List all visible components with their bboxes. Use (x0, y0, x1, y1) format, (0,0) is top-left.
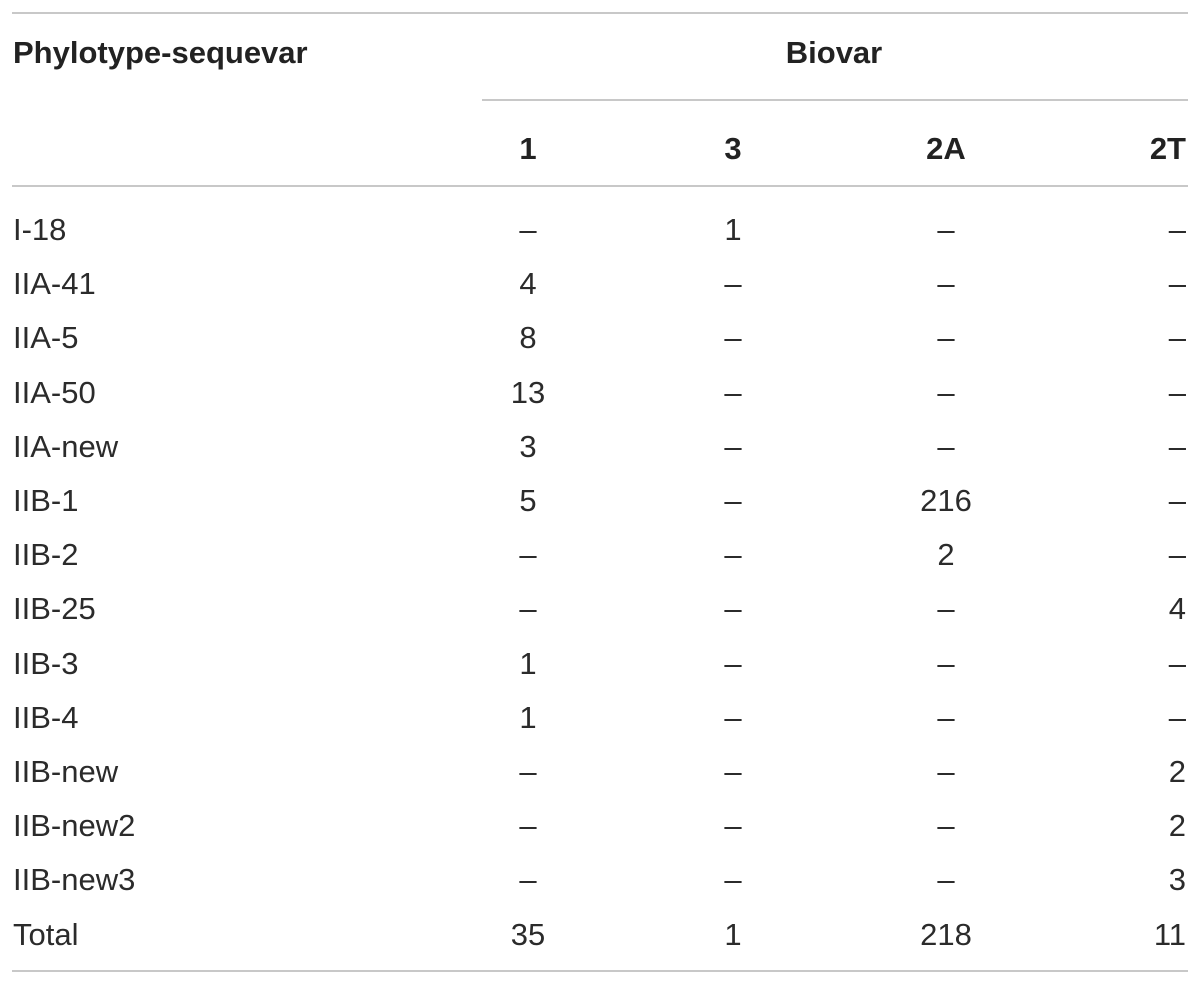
table-cell: 1 (724, 212, 742, 247)
table-cell: – (1168, 375, 1186, 410)
row-label: IIB-4 (13, 700, 79, 735)
table-cell: 1 (519, 700, 537, 735)
table-cell: – (937, 862, 955, 897)
table-cell: – (724, 375, 742, 410)
table-cell: – (937, 266, 955, 301)
table-cell: – (1168, 537, 1186, 572)
table-cell: – (937, 700, 955, 735)
table-cell: 218 (920, 917, 972, 952)
table-cell: 1 (724, 917, 742, 952)
row-label: IIA-41 (13, 266, 96, 301)
table-cell: 2 (937, 537, 955, 572)
row-header-label: Phylotype-sequevar (13, 35, 308, 70)
table-cell: 13 (510, 375, 546, 410)
table-bottom-rule (12, 970, 1188, 972)
table-cell: – (1168, 266, 1186, 301)
column-header-3: 3 (724, 131, 742, 166)
table-cell: 3 (519, 429, 537, 464)
table-cell: – (724, 266, 742, 301)
table-cell: – (724, 320, 742, 355)
table-cell: 5 (519, 483, 537, 518)
biovar-group-rule (482, 99, 1188, 101)
table-cell: – (1168, 212, 1186, 247)
table-cell: – (519, 808, 537, 843)
table-cell: – (724, 429, 742, 464)
table-cell: – (519, 862, 537, 897)
header-bottom-rule (12, 185, 1188, 187)
table-cell: – (1168, 700, 1186, 735)
table-cell: – (937, 808, 955, 843)
row-label: IIA-50 (13, 375, 96, 410)
table-cell: – (1168, 320, 1186, 355)
column-header-2t: 2T (1149, 131, 1186, 166)
table-cell: 3 (1168, 862, 1186, 897)
table-cell: – (937, 320, 955, 355)
table-cell: – (724, 700, 742, 735)
table-cell: 4 (1168, 591, 1186, 626)
table-cell: – (519, 537, 537, 572)
table-cell: 35 (510, 917, 546, 952)
biovar-group-header: Biovar (785, 35, 883, 70)
row-label: IIB-3 (13, 646, 79, 681)
table-cell: 11 (1153, 917, 1186, 952)
row-label: IIB-25 (13, 591, 96, 626)
row-label: I-18 (13, 212, 67, 247)
table-cell: – (519, 591, 537, 626)
table-cell: – (937, 646, 955, 681)
table-cell: 2 (1168, 754, 1186, 789)
row-label: IIB-new3 (13, 862, 136, 897)
row-label: IIA-5 (13, 320, 79, 355)
table-cell: 1 (519, 646, 537, 681)
table-cell: 4 (519, 266, 537, 301)
table-cell: – (724, 537, 742, 572)
row-label: Total (13, 917, 79, 952)
table-cell: – (937, 429, 955, 464)
table-cell: – (1168, 646, 1186, 681)
column-header-1: 1 (519, 131, 537, 166)
table-cell: 216 (920, 483, 972, 518)
row-label: IIA-new (13, 429, 119, 464)
table-cell: – (724, 808, 742, 843)
table-cell: 2 (1168, 808, 1186, 843)
table-top-rule (12, 12, 1188, 14)
table-cell: – (937, 591, 955, 626)
table-cell: – (519, 754, 537, 789)
table-cell: – (1168, 429, 1186, 464)
column-header-2a: 2A (926, 131, 966, 166)
table-cell: – (937, 212, 955, 247)
table-cell: – (937, 375, 955, 410)
table-cell: – (1168, 483, 1186, 518)
table-cell: – (519, 212, 537, 247)
table-cell: – (724, 646, 742, 681)
row-label: IIB-1 (13, 483, 79, 518)
row-label: IIB-2 (13, 537, 79, 572)
table-cell: 8 (519, 320, 537, 355)
row-label: IIB-new2 (13, 808, 136, 843)
table-cell: – (937, 754, 955, 789)
table-cell: – (724, 862, 742, 897)
table-cell: – (724, 483, 742, 518)
row-label: IIB-new (13, 754, 119, 789)
table-cell: – (724, 591, 742, 626)
table-cell: – (724, 754, 742, 789)
